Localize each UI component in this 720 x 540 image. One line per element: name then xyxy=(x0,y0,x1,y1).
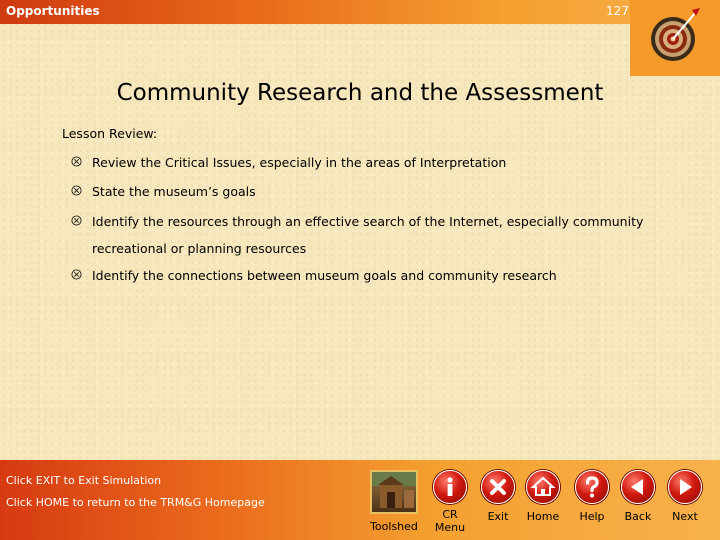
page-number: 127 xyxy=(606,4,629,18)
circle-x-bullet-icon xyxy=(71,215,82,226)
close-icon xyxy=(481,470,515,504)
circle-x-bullet-icon xyxy=(71,185,82,196)
toolshed-image xyxy=(370,470,418,514)
circle-x-bullet-icon xyxy=(71,269,82,280)
cr-menu-button[interactable] xyxy=(430,470,470,534)
page-title: Community Research and the Assessment xyxy=(116,80,604,106)
dartboard-icon xyxy=(648,6,702,66)
lesson-review-label: Lesson Review: xyxy=(62,126,158,141)
next-button[interactable] xyxy=(665,470,705,523)
home-hint: Click HOME to return to the TRM&G Homepage xyxy=(6,496,265,509)
question-icon xyxy=(575,470,609,504)
left-arrow-icon xyxy=(621,470,655,504)
home-label: Home xyxy=(526,510,560,523)
home-button[interactable] xyxy=(523,470,563,523)
house-icon xyxy=(526,470,560,504)
info-icon xyxy=(433,470,467,504)
toolshed-button[interactable] xyxy=(368,470,420,533)
cr-menu-label-line2: Menu xyxy=(434,521,466,534)
help-button[interactable] xyxy=(572,470,612,523)
back-label: Back xyxy=(624,510,652,523)
toolshed-label: Toolshed xyxy=(370,520,418,533)
help-label: Help xyxy=(579,510,605,523)
exit-label: Exit xyxy=(487,510,509,523)
exit-button[interactable] xyxy=(478,470,518,523)
cr-menu-label-line1: CR xyxy=(442,508,458,521)
circle-x-bullet-icon xyxy=(71,156,82,167)
top-bar xyxy=(0,0,720,24)
bottom-bar xyxy=(0,460,720,540)
exit-hint: Click EXIT to Exit Simulation xyxy=(6,474,162,487)
right-arrow-icon xyxy=(668,470,702,504)
next-label: Next xyxy=(672,510,698,523)
logo-panel xyxy=(630,0,720,76)
back-button[interactable] xyxy=(618,470,658,523)
section-title: Opportunities xyxy=(6,4,100,18)
